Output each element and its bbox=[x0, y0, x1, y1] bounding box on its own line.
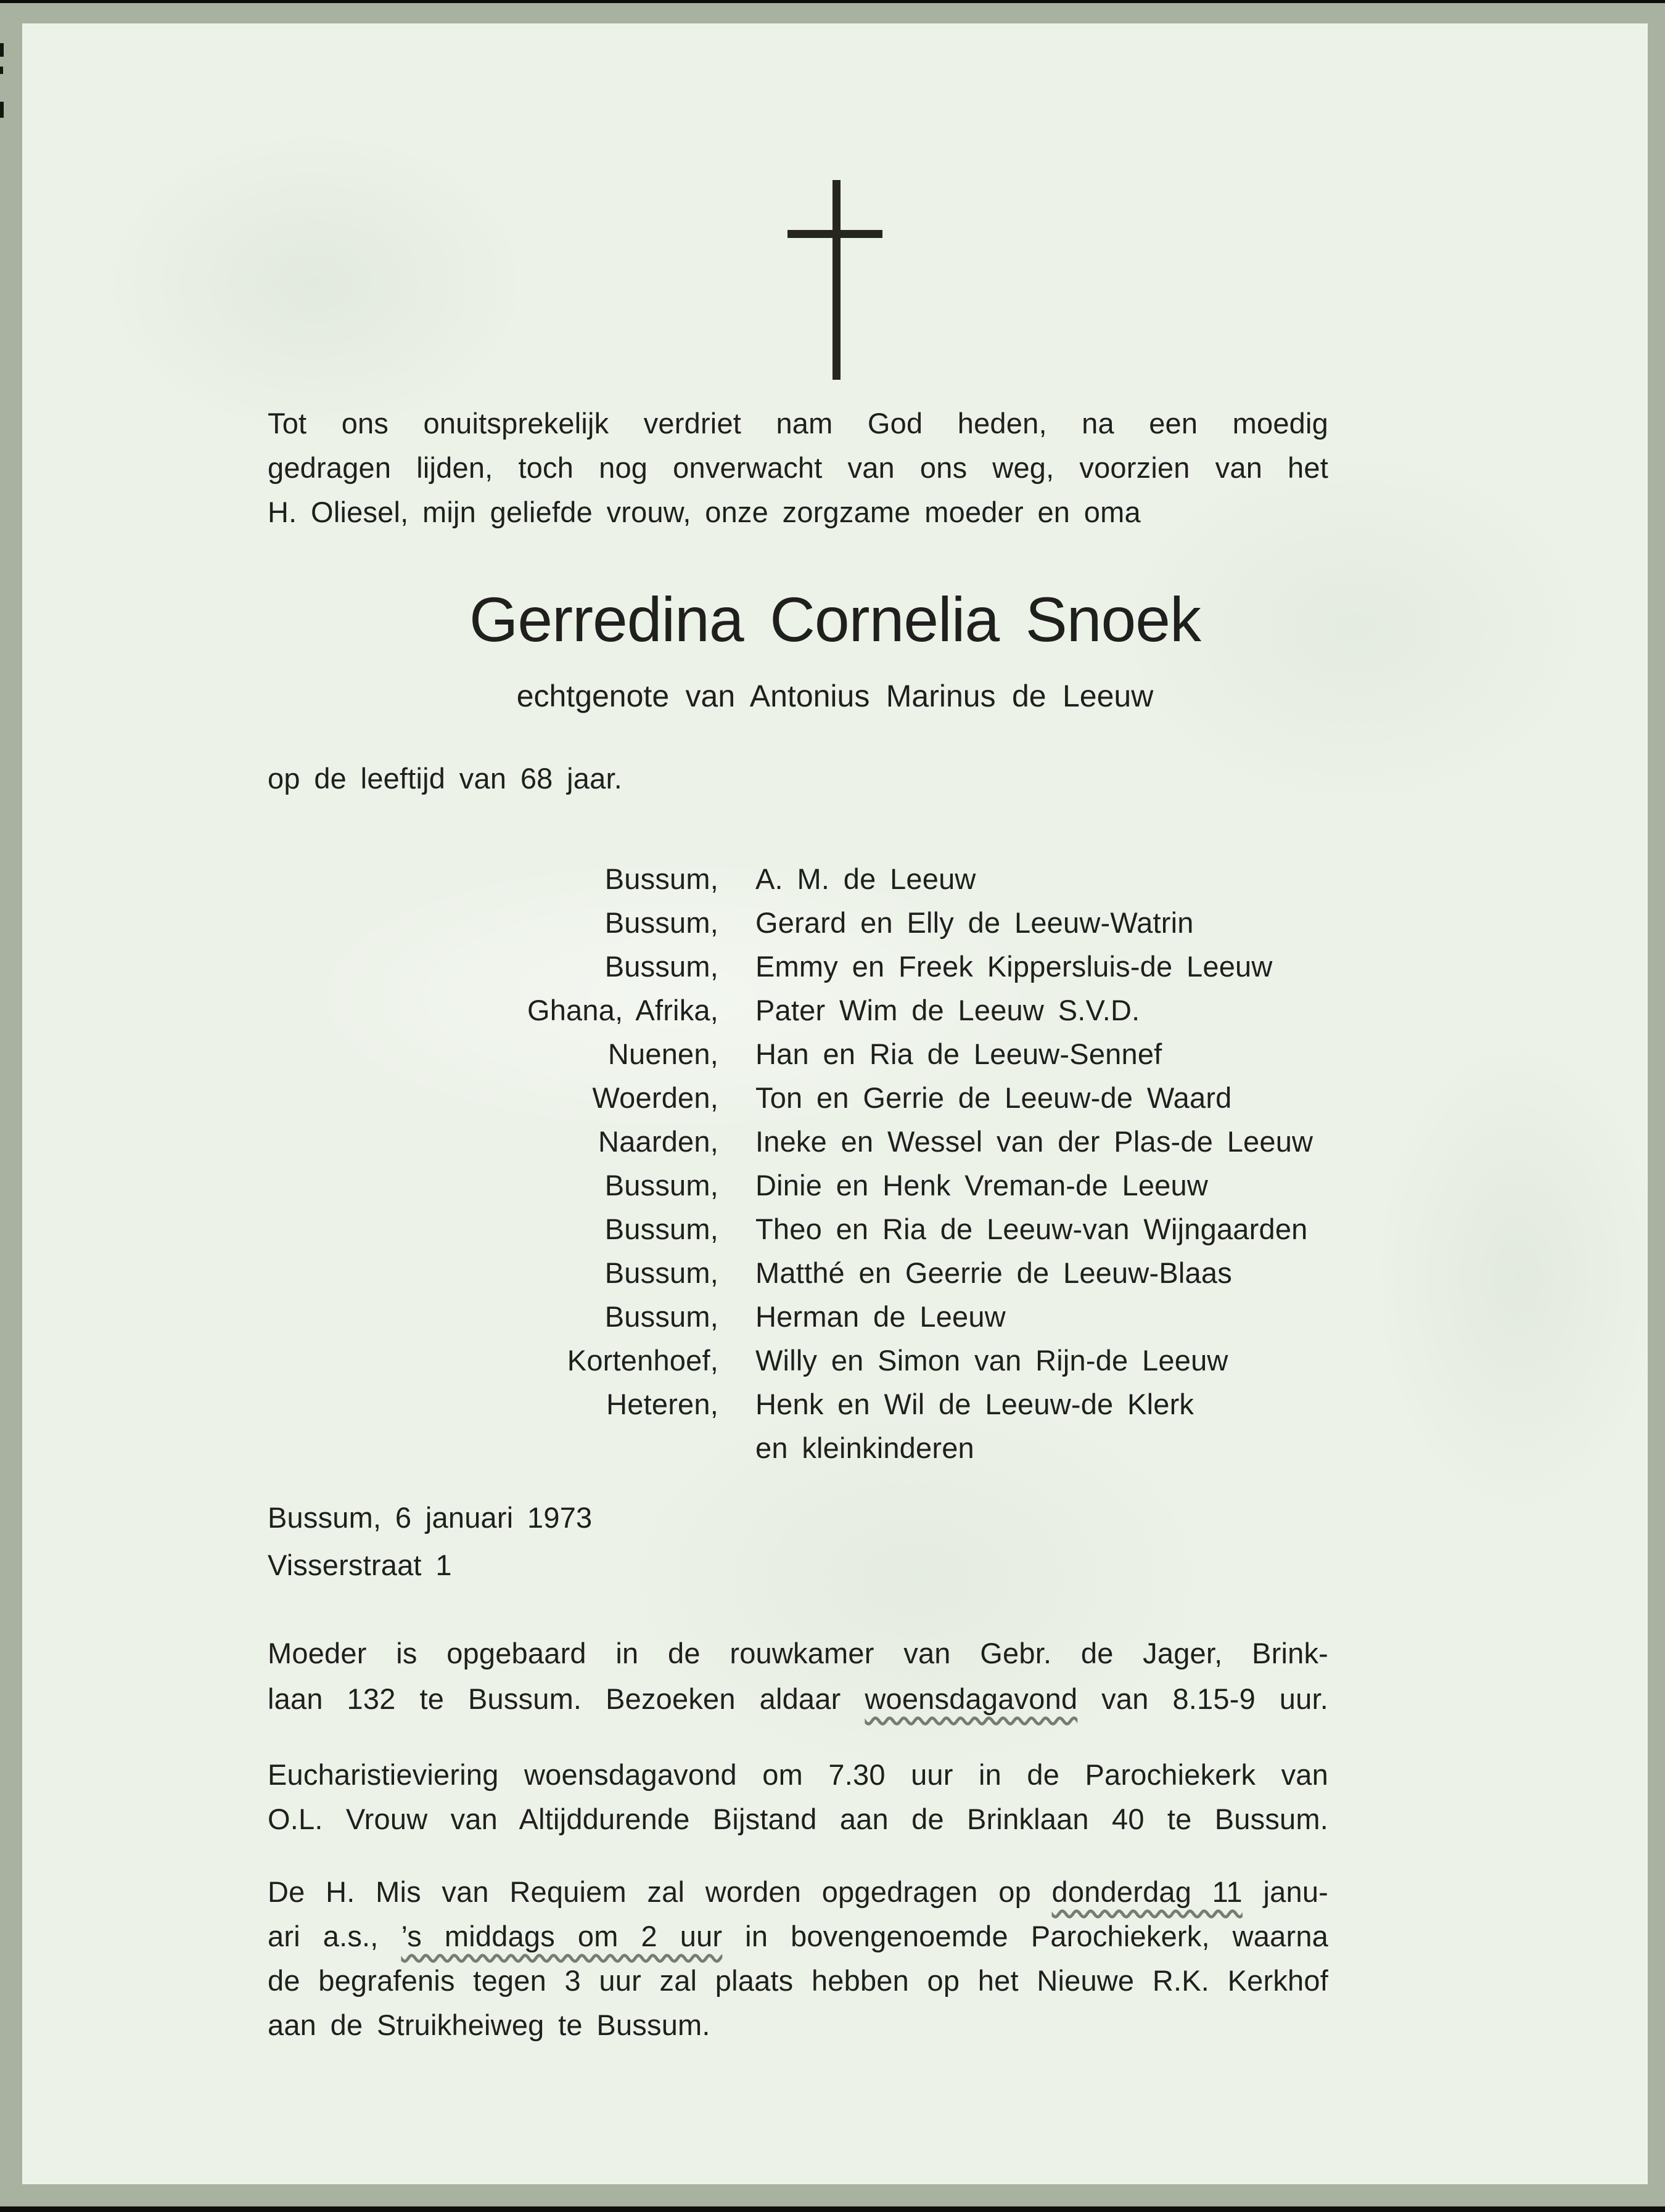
list-item-name: A. M. de Leeuw bbox=[755, 862, 976, 895]
list-item-name: Ineke en Wessel van der Plas-de Leeuw bbox=[755, 1125, 1314, 1158]
list-item-place: Kortenhoef, bbox=[567, 1344, 718, 1377]
dateline bbox=[268, 1494, 1328, 1589]
requiem-line-text: janu- bbox=[1242, 1875, 1329, 1908]
list-item bbox=[268, 1251, 1328, 1295]
list-item-place: Bussum, bbox=[604, 950, 718, 983]
grandchildren-line: en kleinkinderen bbox=[755, 1432, 974, 1464]
eucharist-paragraph bbox=[268, 1753, 1328, 1841]
eucharist-line: O.L. Vrouw van Altijddurende Bijstand aan de Brinklaan 40 te Bussum. bbox=[268, 1803, 1328, 1835]
list-item bbox=[268, 988, 1328, 1032]
list-item-place bbox=[268, 1426, 718, 1470]
wake-line-text: laan 132 te Bussum. Bezoeken aldaar bbox=[268, 1682, 865, 1715]
list-item-name: Herman de Leeuw bbox=[755, 1300, 1006, 1333]
requiem-paragraph bbox=[268, 1870, 1328, 2047]
intro-line: gedragen lijden, toch nog onverwacht van ons weg, voorzien van het bbox=[268, 451, 1328, 484]
list-item-place: Heteren, bbox=[606, 1388, 718, 1420]
deceased-name: Gerredina Cornelia Snoek bbox=[469, 584, 1201, 655]
list-item-place: Bussum, bbox=[604, 862, 718, 895]
list-item bbox=[268, 1382, 1328, 1426]
requiem-line-text: De H. Mis van Requiem zal worden opgedragen op bbox=[268, 1875, 1052, 1908]
list-item-closing bbox=[268, 1426, 1328, 1470]
scan-edge-top bbox=[0, 0, 1665, 3]
intro-paragraph bbox=[268, 401, 1328, 535]
cross-icon bbox=[787, 180, 882, 380]
requiem-line: aan de Struikheiweg te Bussum. bbox=[268, 2009, 710, 2041]
intro-line: Tot ons onuitsprekelijk verdriet nam God heden, na een moedig bbox=[268, 407, 1328, 440]
list-item bbox=[268, 944, 1328, 988]
requiem-line-text: in bovengenoemde Parochiekerk, waarna bbox=[722, 1920, 1328, 1952]
list-item-place: Ghana, Afrika, bbox=[527, 994, 718, 1026]
list-item-name: Han en Ria de Leeuw-Sennef bbox=[755, 1038, 1162, 1070]
address-line: Visserstraat 1 bbox=[268, 1549, 452, 1581]
cross-horizontal-bar bbox=[787, 230, 882, 238]
list-item-place: Bussum, bbox=[604, 1213, 718, 1245]
list-item-place: Woerden, bbox=[592, 1081, 718, 1114]
list-item bbox=[268, 857, 1328, 901]
wake-line: Moeder is opgebaard in de rouwkamer van Gebr. de Jager, Brink- bbox=[268, 1637, 1328, 1669]
requiem-line: de begrafenis tegen 3 uur zal plaats hebben op het Nieuwe R.K. Kerkhof bbox=[268, 1964, 1328, 1997]
list-item bbox=[268, 1207, 1328, 1251]
list-item bbox=[268, 1295, 1328, 1338]
list-item-name: Dinie en Henk Vreman-de Leeuw bbox=[755, 1169, 1208, 1202]
city-date-line: Bussum, 6 januari 1973 bbox=[268, 1501, 593, 1534]
list-item-place: Bussum, bbox=[604, 1169, 718, 1202]
list-item bbox=[268, 1032, 1328, 1076]
spouse-line: echtgenote van Antonius Marinus de Leeuw bbox=[516, 679, 1154, 713]
scan-edge-bottom bbox=[0, 2206, 1665, 2212]
list-item-place: Bussum, bbox=[604, 1300, 718, 1333]
requiem-line-text: ari a.s., bbox=[268, 1920, 401, 1952]
list-item-name: Gerard en Elly de Leeuw-Watrin bbox=[755, 906, 1194, 939]
list-item bbox=[268, 1338, 1328, 1382]
family-list bbox=[268, 857, 1328, 1470]
list-item bbox=[268, 1076, 1328, 1120]
list-item-place: Bussum, bbox=[604, 906, 718, 939]
age-line: op de leeftijd van 68 jaar. bbox=[268, 762, 622, 795]
requiem-line bbox=[268, 1914, 1328, 1959]
pencil-underlined-phrase: donderdag 11 bbox=[1051, 1875, 1243, 1908]
pencil-underlined-phrase: woensdagavond bbox=[865, 1682, 1078, 1715]
list-item-name: Matthé en Geerrie de Leeuw-Blaas bbox=[755, 1256, 1232, 1289]
intro-line: H. Oliesel, mijn geliefde vrouw, onze zorgzame moeder en oma bbox=[268, 496, 1141, 528]
wake-line-text: van 8.15-9 uur. bbox=[1077, 1682, 1328, 1715]
list-item-place: Nuenen, bbox=[607, 1038, 718, 1070]
list-item bbox=[268, 1120, 1328, 1163]
list-item-name: Emmy en Freek Kippersluis-de Leeuw bbox=[755, 950, 1273, 983]
list-item-name: Ton en Gerrie de Leeuw-de Waard bbox=[755, 1081, 1232, 1114]
paper bbox=[22, 23, 1648, 2184]
list-item-place: Bussum, bbox=[604, 1256, 718, 1289]
list-item-name: Theo en Ria de Leeuw-van Wijngaarden bbox=[755, 1213, 1308, 1245]
scan-edge-mark bbox=[0, 102, 4, 118]
list-item-place: Naarden, bbox=[598, 1125, 718, 1158]
list-item-name: Willy en Simon van Rijn-de Leeuw bbox=[755, 1344, 1228, 1377]
pencil-underlined-phrase: ’s middags om 2 uur bbox=[401, 1920, 723, 1952]
requiem-line bbox=[268, 1870, 1328, 1914]
list-item-name: Pater Wim de Leeuw S.V.D. bbox=[755, 994, 1140, 1026]
eucharist-line: Eucharistieviering woensdagavond om 7.30 uur in de Parochiekerk van bbox=[268, 1758, 1328, 1791]
wake-paragraph bbox=[268, 1631, 1328, 1722]
list-item bbox=[268, 901, 1328, 944]
list-item bbox=[268, 1163, 1328, 1207]
scan-edge-mark bbox=[0, 43, 4, 57]
wake-line bbox=[268, 1676, 1328, 1722]
cross-vertical-bar bbox=[832, 180, 841, 380]
scan-edge-mark bbox=[0, 67, 3, 74]
list-item-name: Henk en Wil de Leeuw-de Klerk bbox=[755, 1388, 1194, 1420]
